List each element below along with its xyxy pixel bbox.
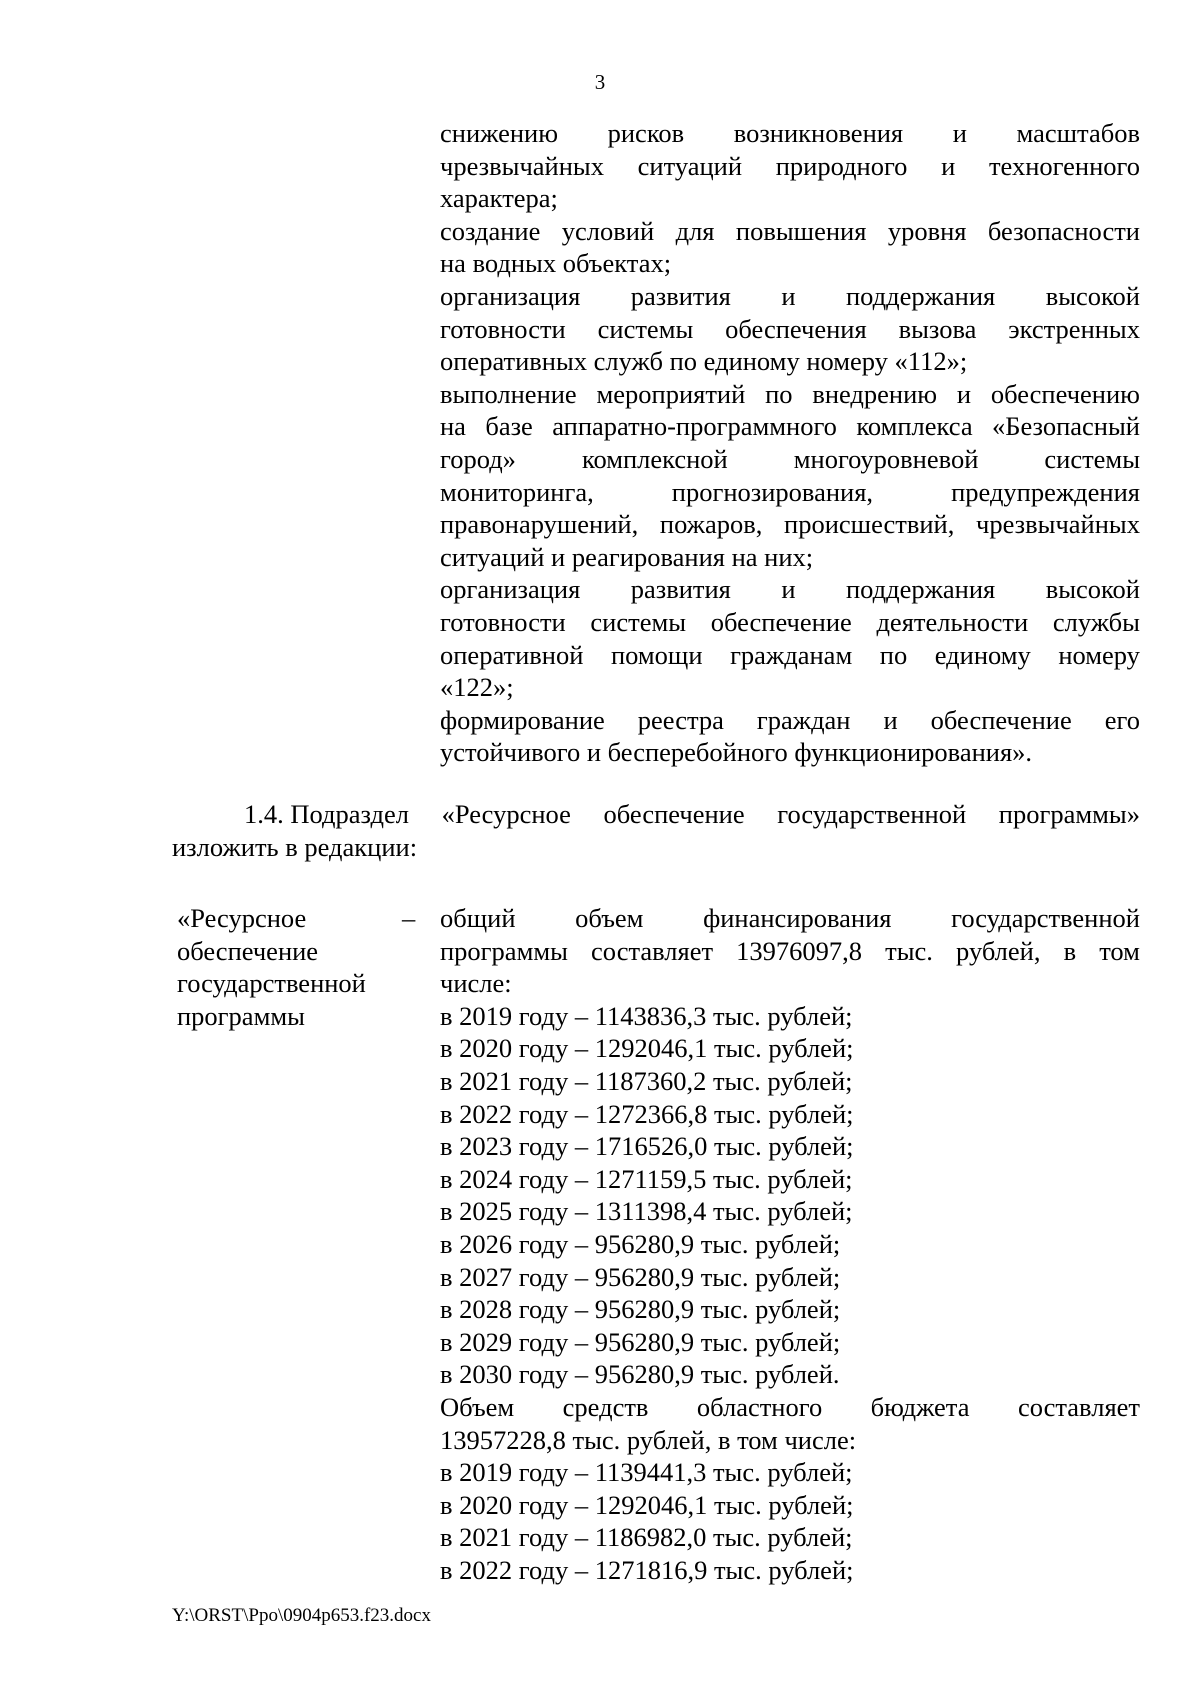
- text-line: [440, 117, 1140, 150]
- text-line: [172, 831, 1140, 864]
- text-line: [440, 378, 1140, 411]
- word: правонарушений,: [440, 509, 639, 540]
- word: на водных объектах;: [440, 248, 672, 279]
- word: развития: [630, 280, 731, 311]
- word: природного: [775, 150, 908, 181]
- word: прогнозирования,: [671, 476, 874, 507]
- word: составляет: [1017, 1391, 1140, 1422]
- word: системы: [1044, 443, 1140, 474]
- word: системы: [590, 606, 687, 637]
- word: повышения: [735, 215, 867, 246]
- word: уровня: [887, 215, 967, 246]
- word: обеспечение: [710, 606, 852, 637]
- text-line: [440, 410, 1140, 443]
- word: государственной: [777, 799, 967, 829]
- word: базе: [485, 411, 533, 442]
- text-line: [440, 182, 1140, 215]
- word: и: [952, 118, 967, 148]
- word: формирование: [440, 704, 605, 735]
- word: том: [1099, 935, 1140, 966]
- text-line: [440, 639, 1140, 672]
- word: экстренных: [1008, 313, 1140, 344]
- word: в 2026 году – 956280,9 тыс. рублей;: [440, 1228, 841, 1259]
- word: в 2023 году – 1716526,0 тыс. рублей;: [440, 1131, 854, 1162]
- word: и: [781, 280, 796, 311]
- word: масштабов: [1016, 118, 1140, 148]
- word: комплекса: [856, 411, 973, 442]
- text-line: [440, 280, 1140, 313]
- text-line: [440, 573, 1140, 606]
- text-line: [440, 247, 1140, 280]
- label-line: программы: [177, 1000, 305, 1031]
- word: многоуровневой: [793, 443, 979, 474]
- word: в 2028 году – 956280,9 тыс. рублей;: [440, 1294, 841, 1325]
- word: «Безопасный: [991, 411, 1140, 442]
- goals-list: [440, 117, 1140, 769]
- text-line: [440, 902, 1140, 935]
- text-line: [440, 150, 1140, 183]
- word: создание: [440, 215, 541, 246]
- word: в 2027 году – 956280,9 тыс. рублей;: [440, 1261, 841, 1292]
- word: изложить в редакции:: [172, 831, 418, 862]
- word: единому: [934, 639, 1031, 670]
- text-line: [440, 1554, 1140, 1587]
- file-path-footer: Y:\ORST\Ppo\0904p653.f23.docx: [172, 1605, 431, 1626]
- text-line: [440, 1130, 1140, 1163]
- text-line: [440, 1358, 1140, 1391]
- word: возникновения: [733, 118, 904, 148]
- text-line: [440, 1424, 1140, 1457]
- word: составляет: [591, 935, 714, 966]
- text-line: [440, 1163, 1140, 1196]
- word: комплексной: [581, 443, 728, 474]
- word: оперативной: [440, 639, 584, 670]
- text-line: [440, 935, 1140, 968]
- word: программы»: [998, 799, 1140, 829]
- word: объем: [575, 903, 644, 933]
- word: чрезвычайных: [976, 509, 1140, 540]
- word: чрезвычайных: [440, 150, 604, 181]
- word: город»: [440, 443, 516, 474]
- text-line: [440, 704, 1140, 737]
- word: высокой: [1045, 280, 1140, 311]
- text-line: [440, 1261, 1140, 1294]
- word: развития: [630, 574, 731, 605]
- word: поддержания: [845, 280, 996, 311]
- word: высокой: [1045, 574, 1140, 605]
- word: внедрению: [812, 378, 938, 409]
- word: программы: [440, 935, 568, 966]
- word: системы: [597, 313, 694, 344]
- word: безопасности: [987, 215, 1140, 246]
- resource-description: [440, 902, 1140, 1586]
- word: на: [440, 411, 466, 442]
- word: снижению: [440, 118, 559, 148]
- word: рисков: [607, 118, 685, 148]
- text-line: [440, 671, 1140, 704]
- word: условий: [561, 215, 655, 246]
- word: гражданам: [730, 639, 853, 670]
- text-line: [440, 508, 1140, 541]
- word: обеспечения: [725, 313, 867, 344]
- word: готовности: [440, 313, 566, 344]
- word: рублей,: [956, 935, 1041, 966]
- resource-label: [177, 902, 437, 1032]
- word: выполнение: [440, 378, 577, 409]
- word: вызова: [898, 313, 977, 344]
- word: 1.4. Подраздел: [244, 799, 409, 829]
- word: «122»;: [440, 672, 514, 703]
- word: средств: [562, 1391, 649, 1422]
- word: в: [1063, 935, 1077, 966]
- word: обеспечение: [930, 704, 1072, 735]
- text-line: [440, 443, 1140, 476]
- label-line: «Ресурсное: [177, 903, 307, 933]
- word: 13976097,8: [736, 935, 863, 966]
- word: числе:: [440, 968, 512, 999]
- word: бюджета: [870, 1391, 970, 1422]
- text-line: [172, 798, 1140, 831]
- word: аппаратно-программного: [552, 411, 837, 442]
- word: помощи: [610, 639, 703, 670]
- label-dash: –: [402, 903, 416, 933]
- word: финансирования: [703, 903, 892, 933]
- word: службы: [1052, 606, 1140, 637]
- word: обеспечению: [990, 378, 1140, 409]
- text-line: [440, 1521, 1140, 1554]
- word: в 2030 году – 956280,9 тыс. рублей.: [440, 1359, 840, 1390]
- text-line: [440, 606, 1140, 639]
- word: областного: [696, 1391, 823, 1422]
- text-line: [440, 1195, 1140, 1228]
- word: ситуаций: [637, 150, 743, 181]
- text-line: [440, 476, 1140, 509]
- word: общий: [440, 903, 516, 933]
- word: предупреждения: [951, 476, 1140, 507]
- word: характера;: [440, 183, 558, 214]
- word: оперативных служб по единому номеру «112»;: [440, 346, 968, 377]
- word: в 2019 году – 1139441,3 тыс. рублей;: [440, 1457, 853, 1488]
- word: деятельности: [876, 606, 1029, 637]
- word: реестра: [637, 704, 724, 735]
- word: в 2019 году – 1143836,3 тыс. рублей;: [440, 1000, 853, 1031]
- word: номеру: [1058, 639, 1140, 670]
- text-line: [440, 736, 1140, 769]
- word: для: [675, 215, 715, 246]
- word: мероприятий: [596, 378, 746, 409]
- word: мониторинга,: [440, 476, 594, 507]
- word: и: [883, 704, 898, 735]
- text-line: [440, 1065, 1140, 1098]
- text-line: [440, 1293, 1140, 1326]
- word: его: [1104, 704, 1140, 735]
- word: тыс.: [885, 935, 933, 966]
- word: и: [781, 574, 796, 605]
- word: граждан: [756, 704, 851, 735]
- word: организация: [440, 574, 581, 605]
- word: пожаров,: [659, 509, 763, 540]
- word: по: [765, 378, 793, 409]
- word: в 2021 году – 1186982,0 тыс. рублей;: [440, 1522, 853, 1553]
- word: «Ресурсное: [441, 799, 571, 829]
- word: в 2024 году – 1271159,5 тыс. рублей;: [440, 1163, 853, 1194]
- word: Объем: [440, 1391, 515, 1422]
- text-line: [440, 967, 1140, 1000]
- label-line: государственной: [177, 968, 366, 999]
- word: в 2022 году – 1271816,9 тыс. рублей;: [440, 1554, 854, 1585]
- word: устойчивого и бесперебойного функционирования».: [440, 737, 1033, 768]
- label-line: обеспечение: [177, 935, 319, 966]
- word: в 2021 году – 1187360,2 тыс. рублей;: [440, 1065, 853, 1096]
- word: организация: [440, 280, 581, 311]
- word: в 2022 году – 1272366,8 тыс. рублей;: [440, 1098, 854, 1129]
- word: и: [941, 150, 956, 181]
- word: 13957228,8 тыс. рублей, в том числе:: [440, 1424, 857, 1455]
- word: техногенного: [988, 150, 1140, 181]
- text-line: [440, 215, 1140, 248]
- text-line: [440, 1032, 1140, 1065]
- word: в 2020 году – 1292046,1 тыс. рублей;: [440, 1033, 854, 1064]
- section-1-4-paragraph: [172, 798, 1140, 863]
- text-line: [440, 313, 1140, 346]
- text-line: [440, 1456, 1140, 1489]
- text-line: [440, 1098, 1140, 1131]
- text-line: [440, 1326, 1140, 1359]
- text-line: [440, 1000, 1140, 1033]
- word: государственной: [951, 903, 1140, 933]
- word: готовности: [440, 606, 566, 637]
- word: в 2029 году – 956280,9 тыс. рублей;: [440, 1326, 841, 1357]
- word: и: [956, 378, 972, 409]
- word: по: [879, 639, 908, 670]
- word: обеспечение: [603, 799, 745, 829]
- word: ситуаций и реагирования на них;: [440, 541, 814, 572]
- word: происшествий,: [784, 509, 955, 540]
- text-line: [440, 1391, 1140, 1424]
- page-number: 3: [594, 70, 606, 94]
- text-line: [440, 345, 1140, 378]
- word: в 2025 году – 1311398,4 тыс. рублей;: [440, 1196, 853, 1227]
- text-line: [440, 541, 1140, 574]
- text-line: [440, 1489, 1140, 1522]
- word: в 2020 году – 1292046,1 тыс. рублей;: [440, 1489, 854, 1520]
- word: поддержания: [845, 574, 996, 605]
- text-line: [440, 1228, 1140, 1261]
